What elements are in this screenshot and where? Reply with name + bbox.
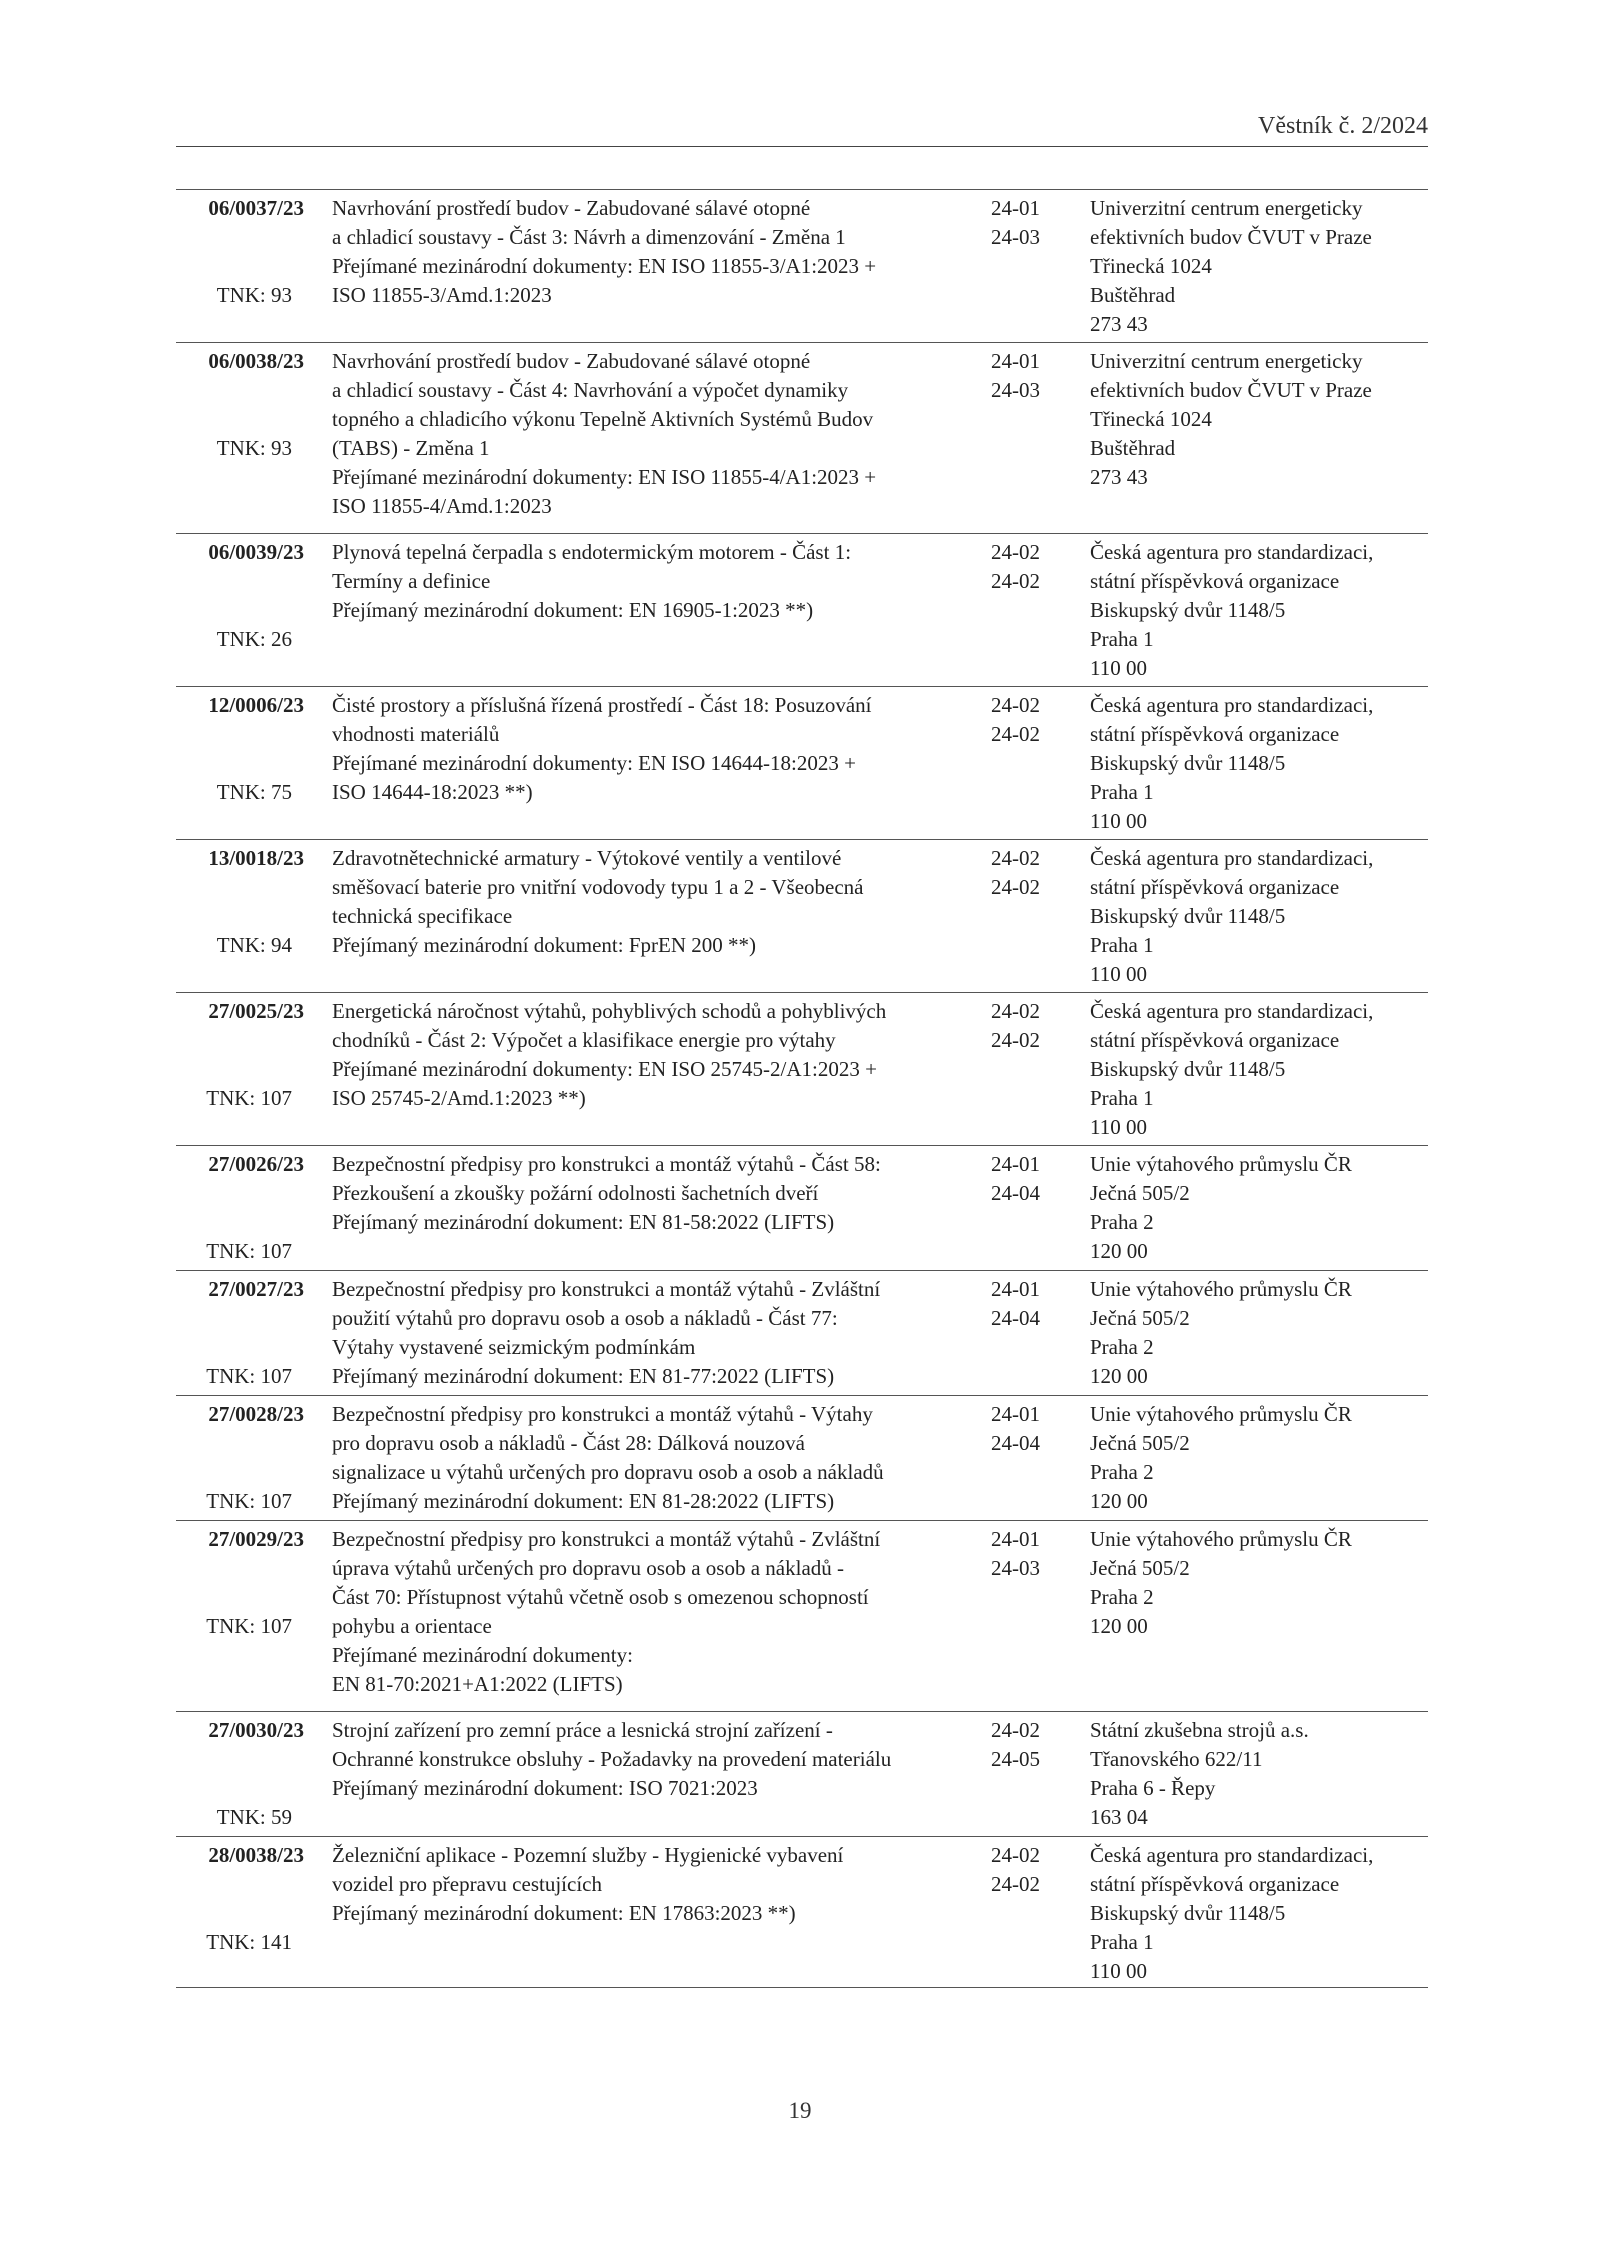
table-row <box>176 1520 1428 1711</box>
table-row <box>176 1145 1428 1270</box>
processor-address-line: Unie výtahového průmyslu ČR <box>1090 1152 1352 1176</box>
processor-address-line: Ječná 505/2 <box>1090 1305 1190 1330</box>
table-row <box>176 1836 1428 1988</box>
standard-title-line: směšovací baterie pro vnitřní vodovody typu 1 a 2 - Všeobecná <box>332 874 864 899</box>
standard-title-line: Přejímané mezinárodní dokumenty: <box>332 1642 633 1667</box>
processor-address-line: 273 43 <box>1090 311 1148 336</box>
processor-address-line: efektivních budov ČVUT v Praze <box>1090 224 1372 249</box>
standard-title-line: Přejímané mezinárodní dokumenty: EN ISO 11855-4/A1:2023 + <box>332 464 877 489</box>
processor-address <box>1090 1275 1428 1391</box>
processor-address-line: Praha 6 - Řepy <box>1090 1775 1216 1800</box>
tnk-number: TNK: 94 <box>216 932 292 957</box>
record-number: 13/0018/23 <box>208 846 304 870</box>
processor-address <box>1090 1716 1428 1832</box>
processor-address <box>1090 691 1428 836</box>
processor-address-line: Praha 2 <box>1090 1209 1154 1234</box>
processor-address-line: 120 00 <box>1090 1238 1148 1263</box>
standard-title-line: Plynová tepelná čerpadla s endotermickým motorem - Část 1: <box>332 540 852 564</box>
page-number: 19 <box>788 2098 812 2123</box>
processor-address-line: státní příspěvková organizace <box>1090 1871 1340 1896</box>
processor-address-line: Česká agentura pro standardizaci, <box>1090 1843 1374 1867</box>
processor-address-line: 120 00 <box>1090 1488 1148 1513</box>
record-number: 28/0038/23 <box>208 1843 304 1867</box>
dates-line: 24-01 <box>991 1402 1040 1426</box>
processor-address-line: Praha 2 <box>1090 1334 1154 1359</box>
dates <box>991 194 1071 252</box>
processor-address-line: 110 00 <box>1090 961 1147 986</box>
dates <box>991 1150 1071 1208</box>
page-header <box>176 112 1428 147</box>
tnk-number: TNK: 26 <box>216 626 292 651</box>
processor-address-line: Buštěhrad <box>1090 282 1176 307</box>
table-row <box>176 1711 1428 1836</box>
processor-address <box>1090 1525 1428 1641</box>
record-number: 27/0027/23 <box>208 1277 304 1301</box>
tnk-number: TNK: 107 <box>206 1238 292 1263</box>
standard-title-line: ISO 14644-18:2023 **) <box>332 779 533 804</box>
processor-address-line: Třanovského 622/11 <box>1090 1746 1263 1771</box>
standard-title-line: Strojní zařízení pro zemní práce a lesnická strojní zařízení - <box>332 1718 833 1742</box>
processor-address-line: Česká agentura pro standardizaci, <box>1090 540 1374 564</box>
processor-address-line: Biskupský dvůr 1148/5 <box>1090 903 1286 928</box>
processor-address-line: 110 00 <box>1090 655 1147 680</box>
record-number: 27/0030/23 <box>208 1718 304 1742</box>
dates-line: 24-01 <box>991 1152 1040 1176</box>
table-row <box>176 839 1428 992</box>
processor-address-line: Univerzitní centrum energeticky <box>1090 349 1363 373</box>
dates-line: 24-05 <box>991 1746 1040 1771</box>
tnk-number: TNK: 107 <box>206 1488 292 1513</box>
table-row <box>176 992 1428 1145</box>
standard-title <box>332 691 992 807</box>
record-number: 27/0028/23 <box>208 1402 304 1426</box>
standard-title-line: Ochranné konstrukce obsluhy - Požadavky na provedení materiálu <box>332 1746 892 1771</box>
dates <box>991 1400 1071 1458</box>
standard-title-line: Přejímané mezinárodní dokumenty: EN ISO 14644-18:2023 + <box>332 750 856 775</box>
standard-title <box>332 194 992 310</box>
tnk-number: TNK: 93 <box>216 435 292 460</box>
processor-address-line: Ječná 505/2 <box>1090 1430 1190 1455</box>
processor-address-line: Praha 1 <box>1090 1085 1154 1110</box>
processor-address-line: Univerzitní centrum energeticky <box>1090 196 1363 220</box>
standard-title-line: Přejímaný mezinárodní dokument: EN 81-77:2022 (LIFTS) <box>332 1363 835 1388</box>
standard-title-line: úprava výtahů určených pro dopravu osob a osob a nákladů - <box>332 1555 845 1580</box>
processor-address-line: Česká agentura pro standardizaci, <box>1090 999 1374 1023</box>
dates-line: 24-03 <box>991 1555 1040 1580</box>
record-number: 27/0026/23 <box>208 1152 304 1176</box>
processor-address-line: státní příspěvková organizace <box>1090 568 1340 593</box>
tnk-number: TNK: 141 <box>206 1929 292 1954</box>
standard-title-line: Přejímané mezinárodní dokumenty: EN ISO 25745-2/A1:2023 + <box>332 1056 877 1081</box>
standard-title <box>332 1150 992 1237</box>
standard-title-line: Bezpečnostní předpisy pro konstrukci a montáž výtahů - Zvláštní <box>332 1527 881 1551</box>
dates <box>991 691 1071 749</box>
dates <box>991 997 1071 1055</box>
processor-address-line: Třinecká 1024 <box>1090 253 1212 278</box>
record-number: 27/0025/23 <box>208 999 304 1023</box>
standard-title-line: Přejímaný mezinárodní dokument: EN 16905-1:2023 **) <box>332 597 814 622</box>
dates-line: 24-02 <box>991 1871 1040 1896</box>
standard-title <box>332 1400 992 1516</box>
processor-address-line: Praha 1 <box>1090 1929 1154 1954</box>
standard-title-line: ISO 11855-4/Amd.1:2023 <box>332 493 552 518</box>
record-number: 06/0037/23 <box>208 196 304 220</box>
processor-address <box>1090 1400 1428 1516</box>
standard-title-line: Železniční aplikace - Pozemní služby - Hygienické vybavení <box>332 1843 844 1867</box>
processor-address-line: 120 00 <box>1090 1613 1148 1638</box>
processor-address-line: Unie výtahového průmyslu ČR <box>1090 1402 1352 1426</box>
processor-address-line: státní příspěvková organizace <box>1090 1027 1340 1052</box>
standard-title-line: vozidel pro přepravu cestujících <box>332 1871 602 1896</box>
dates-line: 24-02 <box>991 1843 1040 1867</box>
standard-title-line: a chladicí soustavy - Část 4: Navrhování a výpočet dynamiky <box>332 377 849 402</box>
standard-title-line: Navrhování prostředí budov - Zabudované sálavé otopné <box>332 196 811 220</box>
processor-address-line: Buštěhrad <box>1090 435 1176 460</box>
dates <box>991 1525 1071 1583</box>
standard-title <box>332 1525 992 1698</box>
standard-title <box>332 1275 992 1391</box>
standard-title-line: Výtahy vystavené seizmickým podmínkám <box>332 1334 696 1359</box>
processor-address-line: efektivních budov ČVUT v Praze <box>1090 377 1372 402</box>
dates-line: 24-01 <box>991 349 1040 373</box>
tnk-number: TNK: 93 <box>216 282 292 307</box>
dates <box>991 538 1071 596</box>
standard-title <box>332 1716 992 1803</box>
dates-line: 24-04 <box>991 1430 1040 1455</box>
processor-address-line: státní příspěvková organizace <box>1090 721 1340 746</box>
tnk-number: TNK: 107 <box>206 1085 292 1110</box>
standard-title-line: Přejímané mezinárodní dokumenty: EN ISO 11855-3/A1:2023 + <box>332 253 877 278</box>
tnk-number: TNK: 59 <box>216 1804 292 1829</box>
standard-title <box>332 347 992 520</box>
processor-address-line: 163 04 <box>1090 1804 1148 1829</box>
processor-address-line: Česká agentura pro standardizaci, <box>1090 846 1374 870</box>
dates <box>991 1716 1071 1774</box>
standard-title-line: EN 81-70:2021+A1:2022 (LIFTS) <box>332 1671 623 1696</box>
standard-title <box>332 844 992 960</box>
standard-title-line: pohybu a orientace <box>332 1613 492 1638</box>
dates-line: 24-04 <box>991 1180 1040 1205</box>
processor-address-line: státní příspěvková organizace <box>1090 874 1340 899</box>
record-number: 27/0029/23 <box>208 1527 304 1551</box>
processor-address-line: Státní zkušebna strojů a.s. <box>1090 1718 1309 1742</box>
table-row <box>176 533 1428 686</box>
tnk-number: TNK: 107 <box>206 1613 292 1638</box>
standards-table <box>176 189 1428 1988</box>
standard-title-line: Energetická náročnost výtahů, pohyblivých schodů a pohyblivých <box>332 999 887 1023</box>
dates-line: 24-02 <box>991 693 1040 717</box>
standard-title <box>332 1841 992 1928</box>
processor-address-line: Praha 2 <box>1090 1459 1154 1484</box>
processor-address-line: 120 00 <box>1090 1363 1148 1388</box>
dates-line: 24-02 <box>991 1718 1040 1742</box>
standard-title-line: Přejímaný mezinárodní dokument: ISO 7021:2023 <box>332 1775 758 1800</box>
processor-address-line: Biskupský dvůr 1148/5 <box>1090 750 1286 775</box>
table-row <box>176 1270 1428 1395</box>
standard-title-line: Bezpečnostní předpisy pro konstrukci a montáž výtahů - Výtahy <box>332 1402 873 1426</box>
dates-line: 24-02 <box>991 874 1040 899</box>
record-number: 12/0006/23 <box>208 693 304 717</box>
processor-address <box>1090 1841 1428 1986</box>
dates-line: 24-02 <box>991 568 1040 593</box>
processor-address-line: Unie výtahového průmyslu ČR <box>1090 1277 1352 1301</box>
standard-title-line: vhodnosti materiálů <box>332 721 500 746</box>
standard-title-line: ISO 25745-2/Amd.1:2023 **) <box>332 1085 586 1110</box>
dates-line: 24-01 <box>991 1277 1040 1301</box>
dates-line: 24-04 <box>991 1305 1040 1330</box>
processor-address <box>1090 194 1428 339</box>
standard-title-line: topného a chladicího výkonu Tepelně Aktivních Systémů Budov <box>332 406 874 431</box>
standard-title-line: Část 70: Přístupnost výtahů včetně osob s omezenou schopností <box>332 1584 869 1609</box>
dates <box>991 1275 1071 1333</box>
standard-title-line: Přejímaný mezinárodní dokument: EN 81-28:2022 (LIFTS) <box>332 1488 835 1513</box>
standard-title <box>332 538 992 625</box>
standard-title-line: a chladicí soustavy - Část 3: Návrh a dimenzování - Změna 1 <box>332 224 846 249</box>
standard-title-line: signalizace u výtahů určených pro dopravu osob a osob a nákladů <box>332 1459 884 1484</box>
processor-address-line: Třinecká 1024 <box>1090 406 1212 431</box>
processor-address-line: Ječná 505/2 <box>1090 1555 1190 1580</box>
standard-title-line: Termíny a definice <box>332 568 491 593</box>
table-row <box>176 342 1428 533</box>
dates <box>991 347 1071 405</box>
standard-title-line: pro dopravu osob a nákladů - Část 28: Dálková nouzová <box>332 1430 805 1455</box>
dates-line: 24-01 <box>991 196 1040 220</box>
dates-line: 24-03 <box>991 224 1040 249</box>
processor-address <box>1090 1150 1428 1266</box>
standard-title-line: použití výtahů pro dopravu osob a osob a nákladů - Část 77: <box>332 1305 838 1330</box>
standard-title-line: Přejímaný mezinárodní dokument: FprEN 200 **) <box>332 932 757 957</box>
table-row <box>176 189 1428 342</box>
record-number: 06/0038/23 <box>208 349 304 373</box>
processor-address-line: Česká agentura pro standardizaci, <box>1090 693 1374 717</box>
dates-line: 24-02 <box>991 846 1040 870</box>
processor-address-line: Ječná 505/2 <box>1090 1180 1190 1205</box>
processor-address <box>1090 347 1428 492</box>
dates-line: 24-02 <box>991 1027 1040 1052</box>
standard-title-line: Přezkoušení a zkoušky požární odolnosti šachetních dveří <box>332 1180 819 1205</box>
processor-address-line: Praha 1 <box>1090 932 1154 957</box>
tnk-number: TNK: 75 <box>216 779 292 804</box>
processor-address-line: 110 00 <box>1090 1114 1147 1139</box>
standard-title-line: Zdravotnětechnické armatury - Výtokové ventily a ventilové <box>332 846 842 870</box>
processor-address-line: 110 00 <box>1090 808 1147 833</box>
processor-address-line: Biskupský dvůr 1148/5 <box>1090 1900 1286 1925</box>
standard-title-line: ISO 11855-3/Amd.1:2023 <box>332 282 552 307</box>
standard-title <box>332 997 992 1113</box>
dates-line: 24-02 <box>991 999 1040 1023</box>
standard-title-line: (TABS) - Změna 1 <box>332 435 490 460</box>
standard-title-line: Navrhování prostředí budov - Zabudované sálavé otopné <box>332 349 811 373</box>
processor-address-line: 273 43 <box>1090 464 1148 489</box>
standard-title-line: Bezpečnostní předpisy pro konstrukci a montáž výtahů - Zvláštní <box>332 1277 881 1301</box>
dates <box>991 844 1071 902</box>
processor-address <box>1090 538 1428 683</box>
processor-address-line: Praha 1 <box>1090 626 1154 651</box>
processor-address-line: Biskupský dvůr 1148/5 <box>1090 597 1286 622</box>
dates-line: 24-01 <box>991 1527 1040 1551</box>
processor-address-line: Praha 1 <box>1090 779 1154 804</box>
processor-address-line: 110 00 <box>1090 1958 1147 1983</box>
record-number: 06/0039/23 <box>208 540 304 564</box>
tnk-number: TNK: 107 <box>206 1363 292 1388</box>
standard-title-line: Bezpečnostní předpisy pro konstrukci a montáž výtahů - Část 58: <box>332 1152 881 1176</box>
dates-line: 24-03 <box>991 377 1040 402</box>
processor-address-line: Praha 2 <box>1090 1584 1154 1609</box>
dates-line: 24-02 <box>991 540 1040 564</box>
processor-address <box>1090 844 1428 989</box>
standard-title-line: Přejímaný mezinárodní dokument: EN 17863:2023 **) <box>332 1900 796 1925</box>
standard-title-line: Přejímaný mezinárodní dokument: EN 81-58:2022 (LIFTS) <box>332 1209 835 1234</box>
processor-address-line: Unie výtahového průmyslu ČR <box>1090 1527 1352 1551</box>
standard-title-line: Čisté prostory a příslušná řízená prostředí - Část 18: Posuzování <box>332 693 872 717</box>
bulletin-title: Věstník č. 2/2024 <box>1258 113 1428 139</box>
processor-address-line: Biskupský dvůr 1148/5 <box>1090 1056 1286 1081</box>
table-row <box>176 1395 1428 1520</box>
processor-address <box>1090 997 1428 1142</box>
standard-title-line: technická specifikace <box>332 903 513 928</box>
dates-line: 24-02 <box>991 721 1040 746</box>
standard-title-line: chodníků - Část 2: Výpočet a klasifikace energie pro výtahy <box>332 1027 836 1052</box>
table-row <box>176 686 1428 839</box>
dates <box>991 1841 1071 1899</box>
